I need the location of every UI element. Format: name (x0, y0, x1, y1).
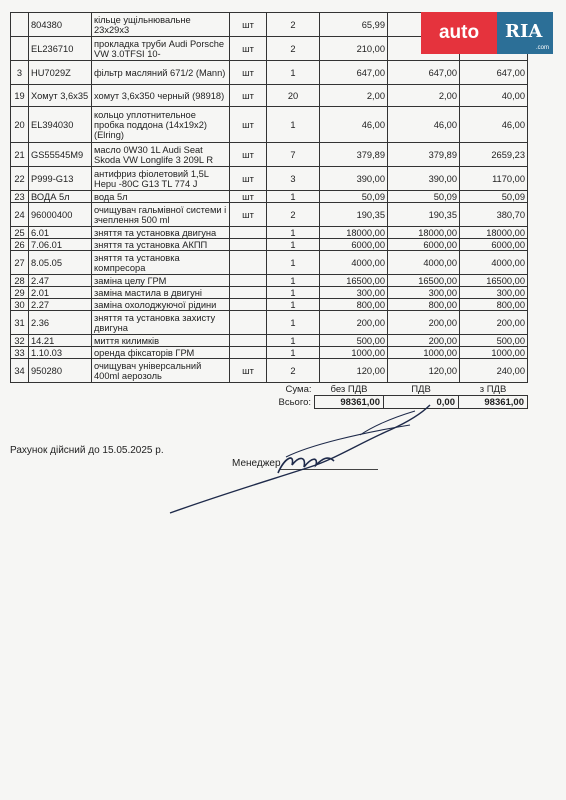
cell-desc: антифриз фіолетовий 1,5L Hepu -80C G13 TL 774 J (92, 167, 230, 191)
cell-sum: 240,00 (460, 359, 528, 383)
cell-qty: 1 (267, 61, 320, 85)
cell-qty: 1 (267, 251, 320, 275)
cell-qty: 1 (267, 335, 320, 347)
cell-unit (230, 299, 267, 311)
invoice-document (10, 12, 530, 383)
cell-n: 32 (11, 335, 29, 347)
cell-price: 647,00 (320, 61, 388, 85)
cell-code: 2.47 (29, 275, 92, 287)
cell-desc: фільтр масляний 671/2 (Mann) (92, 61, 230, 85)
cell-desc: зняття та установка АКПП (92, 239, 230, 251)
cell-n: 23 (11, 191, 29, 203)
cell-price2: 1000,00 (388, 347, 460, 359)
cell-qty: 20 (267, 85, 320, 107)
cell-unit (230, 311, 267, 335)
table-row (11, 299, 528, 311)
invoice-table (10, 12, 528, 383)
cell-price2: 120,00 (388, 359, 460, 383)
cell-qty: 1 (267, 191, 320, 203)
cell-unit: шт (230, 203, 267, 227)
cell-unit (230, 347, 267, 359)
cell-price: 2,00 (320, 85, 388, 107)
cell-sum: 2659,23 (460, 143, 528, 167)
cell-code: 96000400 (29, 203, 92, 227)
cell-sum: 6000,00 (460, 239, 528, 251)
cell-code: ВОДА 5л (29, 191, 92, 203)
cell-n: 31 (11, 311, 29, 335)
cell-desc: заміна мастила в двигуні (92, 287, 230, 299)
cell-unit (230, 239, 267, 251)
cell-unit: шт (230, 61, 267, 85)
validity-note: Рахунок дійсний до 15.05.2025 р. (10, 445, 164, 456)
cell-price: 200,00 (320, 311, 388, 335)
cell-qty: 1 (267, 299, 320, 311)
cell-sum: 1170,00 (460, 167, 528, 191)
cell-price: 390,00 (320, 167, 388, 191)
table-row (11, 107, 528, 143)
cell-code: HU7029Z (29, 61, 92, 85)
cell-price: 18000,00 (320, 227, 388, 239)
cell-unit (230, 335, 267, 347)
cell-code: 8.05.05 (29, 251, 92, 275)
cell-sum: 1000,00 (460, 347, 528, 359)
with-vat-header: з ПДВ (479, 383, 507, 395)
cell-price: 50,09 (320, 191, 388, 203)
cell-sum: 4000,00 (460, 251, 528, 275)
cell-price2: 46,00 (388, 107, 460, 143)
table-row (11, 311, 528, 335)
cell-code: 2.36 (29, 311, 92, 335)
cell-qty: 1 (267, 287, 320, 299)
cell-qty: 1 (267, 227, 320, 239)
cell-unit (230, 251, 267, 275)
cell-sum: 50,09 (460, 191, 528, 203)
cell-code: EL394030 (29, 107, 92, 143)
cell-price2: 16500,00 (388, 275, 460, 287)
cell-n: 19 (11, 85, 29, 107)
table-row (11, 335, 528, 347)
sum-label: Сума: (285, 383, 312, 395)
table-row (11, 85, 528, 107)
cell-sum: 300,00 (460, 287, 528, 299)
cell-unit (230, 227, 267, 239)
cell-n: 22 (11, 167, 29, 191)
cell-desc: миття килимків (92, 335, 230, 347)
cell-price2: 50,09 (388, 191, 460, 203)
cell-price: 300,00 (320, 287, 388, 299)
cell-sum: 40,00 (460, 85, 528, 107)
cell-price2: 200,00 (388, 335, 460, 347)
table-row (11, 143, 528, 167)
cell-code: 14.21 (29, 335, 92, 347)
cell-desc: оренда фіксаторів ГРМ (92, 347, 230, 359)
cell-unit (230, 275, 267, 287)
table-row (11, 203, 528, 227)
cell-price: 379,89 (320, 143, 388, 167)
watermark-ria (497, 12, 553, 54)
cell-qty: 2 (267, 13, 320, 37)
cell-unit: шт (230, 359, 267, 383)
cell-desc: зняття та установка двигуна (92, 227, 230, 239)
no-vat-header: без ПДВ (330, 383, 368, 395)
cell-qty: 7 (267, 143, 320, 167)
cell-price: 120,00 (320, 359, 388, 383)
handwritten-signature (160, 395, 450, 520)
cell-price2: 4000,00 (388, 251, 460, 275)
cell-desc: зняття та установка захисту двигуна (92, 311, 230, 335)
watermark-ria-text: RIA (505, 21, 543, 42)
cell-n: 20 (11, 107, 29, 143)
cell-sum: 18000,00 (460, 227, 528, 239)
cell-qty: 3 (267, 167, 320, 191)
total-no-vat: 98361,00 (315, 396, 384, 409)
cell-sum: 46,00 (460, 107, 528, 143)
table-row (11, 227, 528, 239)
watermark-auto: auto (421, 12, 497, 54)
cell-unit: шт (230, 167, 267, 191)
cell-price2: 379,89 (388, 143, 460, 167)
cell-code: 2.27 (29, 299, 92, 311)
cell-unit: шт (230, 191, 267, 203)
cell-price2: 200,00 (388, 311, 460, 335)
cell-unit: шт (230, 13, 267, 37)
cell-sum: 800,00 (460, 299, 528, 311)
cell-n: 27 (11, 251, 29, 275)
cell-desc: очищувач універсальний 400ml аерозоль (92, 359, 230, 383)
cell-qty: 1 (267, 347, 320, 359)
cell-n: 33 (11, 347, 29, 359)
cell-code: 6.01 (29, 227, 92, 239)
cell-desc: заміна охолоджуючої рідини (92, 299, 230, 311)
cell-sum: 500,00 (460, 335, 528, 347)
cell-n: 34 (11, 359, 29, 383)
cell-n: 30 (11, 299, 29, 311)
cell-price: 190,35 (320, 203, 388, 227)
cell-n: 29 (11, 287, 29, 299)
cell-price: 65,99 (320, 13, 388, 37)
cell-n: 26 (11, 239, 29, 251)
total-vat: 0,00 (384, 396, 459, 409)
cell-unit: шт (230, 107, 267, 143)
table-row (11, 191, 528, 203)
cell-price2: 190,35 (388, 203, 460, 227)
watermark-domain: .com (535, 45, 549, 51)
auto-ria-watermark (421, 12, 553, 54)
cell-desc: кольцо уплотнительное пробка поддона (14x19x2) (Elring) (92, 107, 230, 143)
cell-price: 46,00 (320, 107, 388, 143)
cell-code: 950280 (29, 359, 92, 383)
cell-unit: шт (230, 143, 267, 167)
cell-price2: 647,00 (388, 61, 460, 85)
cell-code: 2.01 (29, 287, 92, 299)
cell-code: P999-G13 (29, 167, 92, 191)
cell-price: 16500,00 (320, 275, 388, 287)
table-row (11, 275, 528, 287)
cell-desc: вода 5л (92, 191, 230, 203)
cell-qty: 2 (267, 37, 320, 61)
manager-label: Менеджер (232, 458, 281, 469)
cell-price2: 6000,00 (388, 239, 460, 251)
table-row (11, 347, 528, 359)
cell-sum: 647,00 (460, 61, 528, 85)
total-label: Всього: (278, 396, 311, 408)
cell-sum: 16500,00 (460, 275, 528, 287)
cell-qty: 2 (267, 359, 320, 383)
cell-unit: шт (230, 37, 267, 61)
total-with-vat: 98361,00 (459, 396, 528, 409)
table-row (11, 167, 528, 191)
cell-qty: 1 (267, 107, 320, 143)
cell-desc: прокладка труби Audi Porsche VW 3.0TFSI 10- (92, 37, 230, 61)
cell-sum: 380,70 (460, 203, 528, 227)
cell-price: 6000,00 (320, 239, 388, 251)
cell-unit: шт (230, 85, 267, 107)
cell-n: 21 (11, 143, 29, 167)
cell-sum: 200,00 (460, 311, 528, 335)
cell-code: EL236710 (29, 37, 92, 61)
cell-price: 800,00 (320, 299, 388, 311)
cell-price: 500,00 (320, 335, 388, 347)
table-row (11, 359, 528, 383)
cell-code: 7.06.01 (29, 239, 92, 251)
cell-n (11, 13, 29, 37)
cell-desc: заміна целу ГРМ (92, 275, 230, 287)
cell-unit (230, 287, 267, 299)
cell-qty: 1 (267, 311, 320, 335)
cell-price2: 18000,00 (388, 227, 460, 239)
cell-price2: 390,00 (388, 167, 460, 191)
table-row (11, 239, 528, 251)
cell-desc: кільце ущільнювальне 23x29x3 (92, 13, 230, 37)
cell-code: GS55545M9 (29, 143, 92, 167)
cell-code: 1.10.03 (29, 347, 92, 359)
table-row (11, 287, 528, 299)
cell-n (11, 37, 29, 61)
cell-qty: 1 (267, 239, 320, 251)
vat-header: ПДВ (411, 383, 431, 395)
cell-price: 4000,00 (320, 251, 388, 275)
cell-n: 25 (11, 227, 29, 239)
cell-desc: зняття та установка компресора (92, 251, 230, 275)
cell-n: 28 (11, 275, 29, 287)
table-row (11, 61, 528, 85)
cell-price2: 300,00 (388, 287, 460, 299)
cell-desc: масло 0W30 1L Audi Seat Skoda VW Longlife 3 209L R (92, 143, 230, 167)
cell-price: 1000,00 (320, 347, 388, 359)
cell-desc: хомут 3,6x350 черный (98918) (92, 85, 230, 107)
table-row (11, 251, 528, 275)
cell-price2: 800,00 (388, 299, 460, 311)
cell-desc: очищувач гальмівної системи і зчеплення 500 ml (92, 203, 230, 227)
cell-price: 210,00 (320, 37, 388, 61)
cell-code: 804380 (29, 13, 92, 37)
cell-n: 3 (11, 61, 29, 85)
cell-n: 24 (11, 203, 29, 227)
cell-qty: 1 (267, 275, 320, 287)
cell-price2: 2,00 (388, 85, 460, 107)
cell-qty: 2 (267, 203, 320, 227)
cell-code: Хомут 3,6x35 (29, 85, 92, 107)
